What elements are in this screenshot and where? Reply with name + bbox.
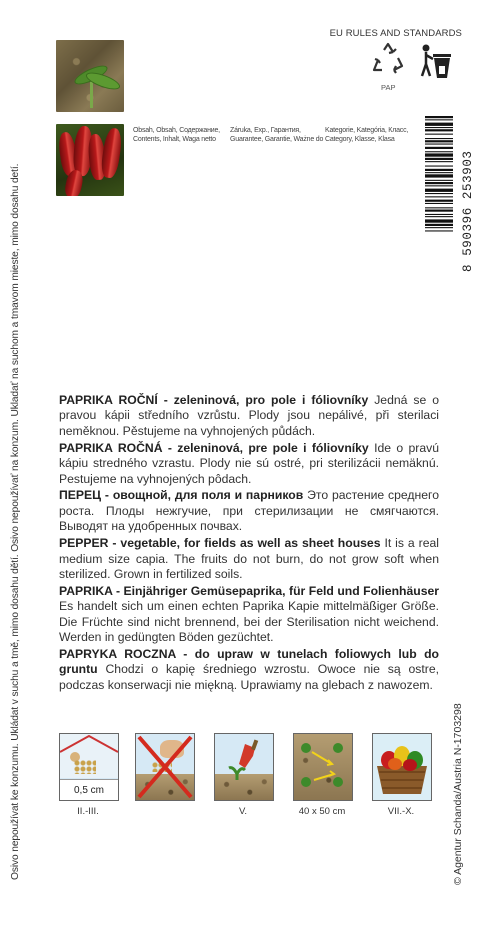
paragraph-polish: PAPRYKA ROCZNA - do upraw w tunelach foliowych lub do gruntu Chodzi o kapię średniego wzrostu. Owoce nie są ostre, podczas konserwacji nie miękną. Uprawiamy na glebach z nawozem.: [59, 647, 439, 692]
indoor-sowing-pictogram: [59, 733, 119, 801]
recycling-icon: [370, 42, 406, 78]
barcode-digits: 8 590396 253903: [461, 150, 475, 272]
paragraph-czech: PAPRIKA ROČNÍ - zeleninová, pro pole i fóliovníky Jedná se o pravou kápii středního vzrůstu. Plody jsou nepálivé, při sterilaci neměknou. Pěstujeme na vyhnojených půdách.: [59, 393, 440, 438]
paragraph-german: PAPRIKA - Einjähriger Gemüsepaprika, für Feld und Folienhäuser Es handelt sich um einen echten Paprika Kapie mittelmäßiger Größe. Die Früchte sind nicht brennend, bei der Sterilisation nicht weichend. Werden in gedüngten Böden gezüchtet.: [59, 583, 439, 645]
indoor-sowing-months: II.-III.: [77, 806, 99, 817]
barcode: [425, 114, 475, 274]
no-direct-sowing-pictogram: [135, 733, 195, 801]
transplanting-pictogram: [214, 733, 274, 801]
spacing-label: 40 x 50 cm: [298, 806, 346, 817]
paragraph-slovak: PAPRIKA ROČNÁ - zeleninová, pre pole i fóliovníky Ide o pravú kápiu stredného vzrastu. Plody nie sú ostré, pri sterilizácii nemäknú. Pestujeme na vyhnojených pôdach.: [59, 440, 439, 486]
paragraph-english: PEPPER - vegetable, for fields as well as sheet houses It is a real medium size capia. The fruits do not burn, do not grow soft when sterilized. Grown in fertilized soils.: [59, 536, 439, 581]
description-block: [59, 393, 439, 695]
storage-note-vertical: Osivo nepoužívat ke konzumu. Ukládat v suchu a tmě, mimo dosahu dětí. Osivo nepoužívať na konzum. Ukladať na suchom a tmavom mieste, mimo dosahu detí.: [10, 163, 21, 880]
copyright-vertical: © Agentur Schanda/Austria N-1703298: [452, 703, 464, 885]
guarantee-column: Záruka, Exp., Гарантия, Guarantee, Garantie, Ważne do: [230, 127, 324, 144]
transplant-months: V.: [238, 806, 248, 817]
harvest-months: VII.-X.: [387, 806, 415, 817]
harvest-pictogram: [372, 733, 432, 801]
paragraph-russian: ПЕРЕЦ - овощной, для поля и парников Это растение среднего роста. Плоды нежгучие, при стерилизации не смягчаются. Выводят на удобренных почвах.: [59, 488, 439, 534]
tidyman-bin-icon: [418, 42, 452, 82]
depth-label: 0,5 cm: [73, 785, 104, 796]
category-column: Kategorie, Kategória, Класс, Category, Klasse, Klasa: [325, 127, 409, 144]
eu-rules-label: EU RULES AND STANDARDS: [329, 28, 462, 39]
pepper-photo: [56, 124, 124, 196]
pap-label: PAP: [381, 83, 396, 92]
seedling-photo: [56, 40, 124, 112]
contents-column: Obsah, Obsah, Содержание, Contents, Inhalt, Waga netto: [133, 127, 220, 144]
spacing-pictogram: [293, 733, 353, 801]
